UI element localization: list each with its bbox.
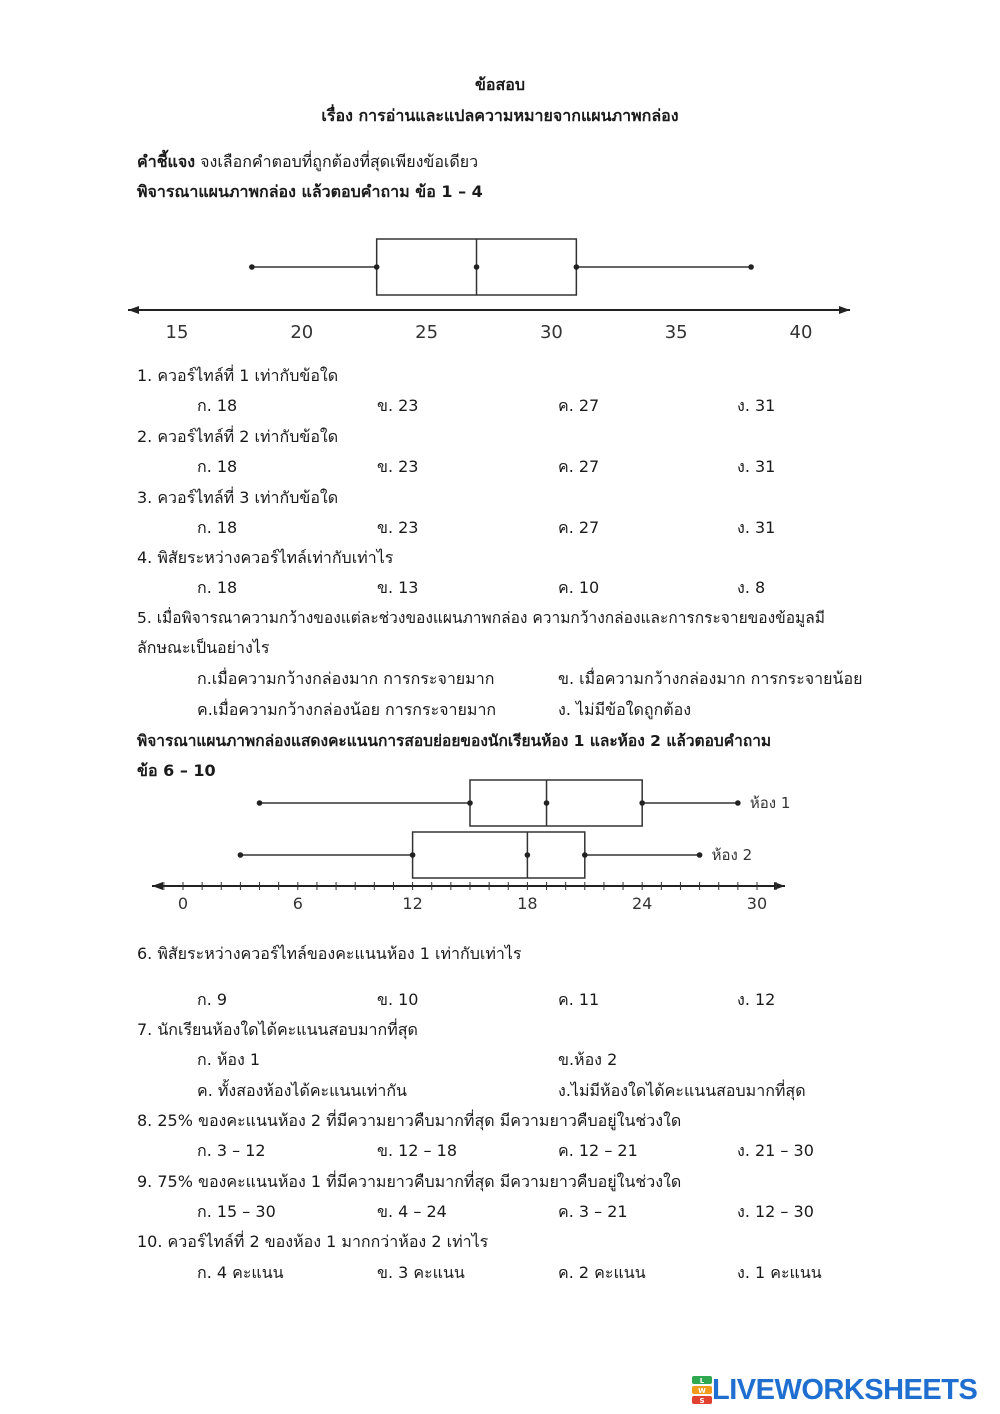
question-8: 8. 25% ของคะแนนห้อง 2 ที่มีความยาวคืบมากที่สุด มีความยาวคืบอยู่ในช่วงใด — [137, 1111, 682, 1130]
boxplot-series-1 — [257, 780, 791, 826]
q8-option-c[interactable]: ค. 12 – 21 — [558, 1141, 638, 1160]
q5-option-b[interactable]: ข. เมื่อความกว้างกล่องมาก การกระจายน้อย — [558, 669, 863, 688]
question-5-line2: ลักษณะเป็นอย่างไร — [137, 638, 270, 657]
page-title: ข้อสอบ — [474, 75, 526, 94]
x-axis-arrow-left — [128, 306, 139, 314]
min-point — [238, 852, 244, 858]
series-label: ห้อง 1 — [749, 794, 791, 812]
q6-option-c[interactable]: ค. 11 — [558, 990, 600, 1009]
max-point — [748, 264, 754, 270]
instruction-text: จงเลือกคำตอบที่ถูกต้องที่สุดเพียงข้อเดียว — [200, 152, 479, 171]
x-tick-label: 12 — [402, 894, 423, 913]
median-point — [525, 852, 531, 858]
x-tick-label: 6 — [292, 894, 303, 913]
x-tick-label: 0 — [177, 894, 189, 913]
q7-option-b[interactable]: ข.ห้อง 2 — [558, 1050, 618, 1069]
q7-option-c[interactable]: ค. ทั้งสองห้องได้คะแนนเท่ากัน — [197, 1081, 407, 1100]
q8-option-a[interactable]: ก. 3 – 12 — [197, 1141, 266, 1160]
q1-option-c[interactable]: ค. 27 — [558, 396, 600, 415]
boxplot-chart-2 — [140, 772, 840, 917]
q3-option-d[interactable]: ง. 31 — [737, 518, 776, 537]
q9-option-a[interactable]: ก. 15 – 30 — [197, 1202, 276, 1221]
boxplot-chart-1 — [120, 222, 860, 352]
q7-option-a[interactable]: ก. ห้อง 1 — [197, 1050, 261, 1069]
q4-option-c[interactable]: ค. 10 — [558, 578, 600, 597]
section2-title-line1: พิจารณาแผนภาพกล่องแสดงคะแนนการสอบย่อยของนักเรียนห้อง 1 และห้อง 2 แล้วตอบคำถาม — [137, 732, 772, 750]
question-9: 9. 75% ของคะแนนห้อง 1 ที่มีความยาวคืบมากที่สุด มีความยาวคืบอยู่ในช่วงใด — [137, 1172, 682, 1191]
q4-option-d[interactable]: ง. 8 — [737, 578, 766, 597]
q10-option-c[interactable]: ค. 2 คะแนน — [558, 1263, 646, 1282]
x-tick-label: 15 — [165, 322, 189, 343]
q4-option-b[interactable]: ข. 13 — [377, 578, 419, 597]
box-q1-q3 — [470, 780, 642, 826]
q6-option-a[interactable]: ก. 9 — [197, 990, 228, 1009]
question-3: 3. ควอร์ไทล์ที่ 3 เท่ากับข้อใด — [137, 488, 339, 507]
x-axis-arrow-right — [839, 306, 850, 314]
q6-option-b[interactable]: ข. 10 — [377, 990, 419, 1009]
q10-option-b[interactable]: ข. 3 คะแนน — [377, 1263, 465, 1282]
q1-point — [410, 852, 416, 858]
q10-option-a[interactable]: ก. 4 คะแนน — [197, 1263, 284, 1282]
svg-text:S: S — [699, 1397, 705, 1404]
q8-option-d[interactable]: ง. 21 – 30 — [737, 1141, 814, 1160]
q10-option-d[interactable]: ง. 1 คะแนน — [737, 1263, 822, 1282]
x-tick-label: 25 — [415, 322, 439, 343]
max-point — [697, 852, 703, 858]
x-tick-label: 40 — [789, 322, 813, 343]
question-7: 7. นักเรียนห้องใดได้คะแนนสอบมากที่สุด — [137, 1020, 418, 1039]
q3-option-b[interactable]: ข. 23 — [377, 518, 419, 537]
brand-name: LIVEWORKSHEETS — [712, 1373, 978, 1406]
question-1: 1. ควอร์ไทล์ที่ 1 เท่ากับข้อใด — [137, 366, 339, 385]
svg-text:W: W — [698, 1387, 706, 1395]
median-point — [474, 264, 480, 270]
q1-point — [374, 264, 380, 270]
instruction — [137, 152, 478, 172]
x-tick-label: 30 — [746, 894, 768, 913]
q5-option-d[interactable]: ง. ไม่มีข้อใดถูกต้อง — [558, 700, 692, 719]
x-axis-arrow-left — [152, 882, 163, 890]
q1-point — [467, 800, 473, 806]
box-q1-q3 — [413, 832, 585, 878]
q3-point — [574, 264, 580, 270]
q3-point — [639, 800, 645, 806]
q7-option-d[interactable]: ง.ไม่มีห้องใดได้คะแนนสอบมากที่สุด — [558, 1081, 806, 1100]
q9-option-b[interactable]: ข. 4 – 24 — [377, 1202, 447, 1221]
lws-logo-icon — [692, 1376, 712, 1404]
q3-point — [582, 852, 588, 858]
q2-option-a[interactable]: ก. 18 — [197, 457, 238, 476]
x-tick-label: 35 — [664, 322, 688, 343]
q3-option-a[interactable]: ก. 18 — [197, 518, 238, 537]
q2-option-d[interactable]: ง. 31 — [737, 457, 776, 476]
median-point — [544, 800, 550, 806]
boxplot-series-2 — [238, 832, 753, 878]
series-label: ห้อง 2 — [711, 846, 753, 864]
question-4: 4. พิสัยระหว่างควอร์ไทล์เท่ากับเท่าไร — [137, 548, 394, 567]
question-6: 6. พิสัยระหว่างควอร์ไทล์ของคะแนนห้อง 1 เท่ากับเท่าไร — [137, 944, 522, 963]
q2-option-c[interactable]: ค. 27 — [558, 457, 600, 476]
question-5-line1: 5. เมื่อพิจารณาความกว้างของแต่ละช่วงของแผนภาพกล่อง ความกว้างกล่องและการกระจายของข้อมูลมี — [137, 609, 825, 627]
min-point — [249, 264, 255, 270]
q8-option-b[interactable]: ข. 12 – 18 — [377, 1141, 457, 1160]
min-point — [257, 800, 263, 806]
q3-option-c[interactable]: ค. 27 — [558, 518, 600, 537]
liveworksheets-logo[interactable] — [692, 1374, 977, 1406]
max-point — [735, 800, 741, 806]
x-tick-label: 24 — [632, 894, 653, 913]
svg-text:L: L — [699, 1377, 705, 1385]
q9-option-d[interactable]: ง. 12 – 30 — [737, 1202, 814, 1221]
x-tick-label: 30 — [539, 322, 563, 343]
section2-title-line2: ข้อ 6 – 10 — [137, 761, 216, 780]
q9-option-c[interactable]: ค. 3 – 21 — [558, 1202, 628, 1221]
section1-title: พิจารณาแผนภาพกล่อง แล้วตอบคำถาม ข้อ 1 – 4 — [137, 182, 483, 201]
q1-option-b[interactable]: ข. 23 — [377, 396, 419, 415]
question-2: 2. ควอร์ไทล์ที่ 2 เท่ากับข้อใด — [137, 427, 339, 446]
boxplot-box — [249, 239, 754, 295]
q5-option-c[interactable]: ค.เมื่อความกว้างกล่องน้อย การกระจายมาก — [197, 700, 497, 719]
q5-option-a[interactable]: ก.เมื่อความกว้างกล่องมาก การกระจายมาก — [197, 669, 495, 688]
q4-option-a[interactable]: ก. 18 — [197, 578, 238, 597]
q1-option-a[interactable]: ก. 18 — [197, 396, 238, 415]
question-10: 10. ควอร์ไทล์ที่ 2 ของห้อง 1 มากกว่าห้อง 2 เท่าไร — [137, 1232, 489, 1251]
x-tick-label: 20 — [290, 322, 314, 343]
q1-option-d[interactable]: ง. 31 — [737, 396, 776, 415]
x-tick-label: 18 — [517, 894, 538, 913]
q2-option-b[interactable]: ข. 23 — [377, 457, 419, 476]
q6-option-d[interactable]: ง. 12 — [737, 990, 776, 1009]
page-subtitle: เรื่อง การอ่านและแปลความหมายจากแผนภาพกล่อง — [321, 106, 679, 125]
instruction-label: คำชี้แจง — [137, 152, 196, 171]
